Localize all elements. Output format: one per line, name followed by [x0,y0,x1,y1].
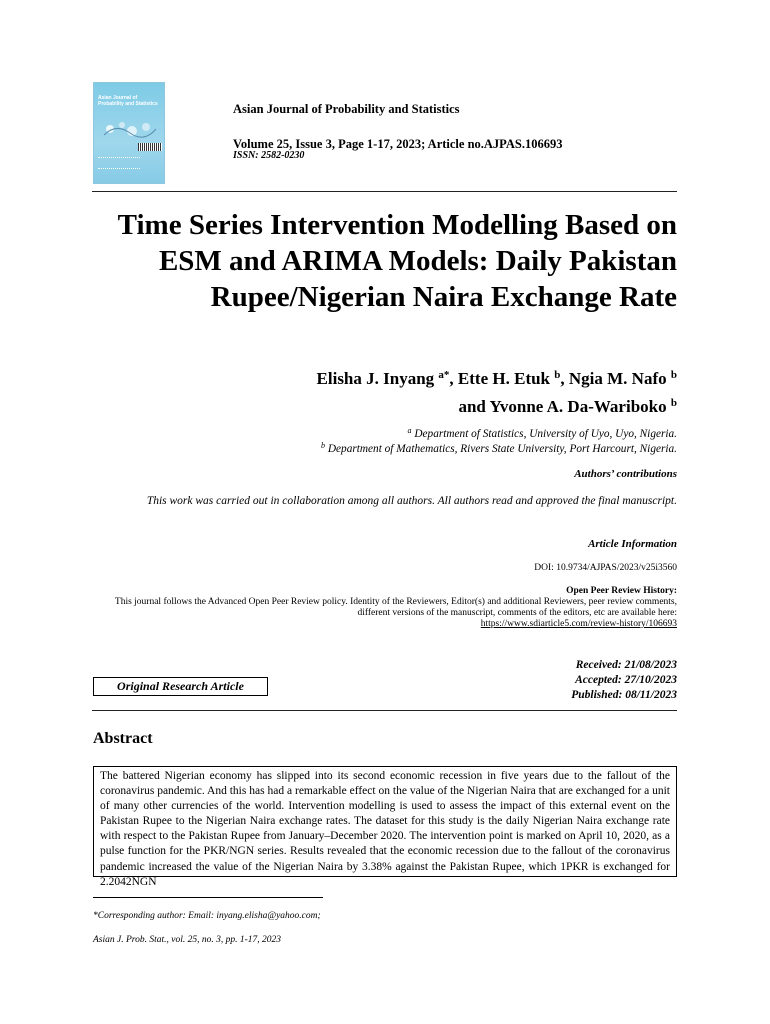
publication-dates [440,658,677,703]
author-name: Ette H. Etuk [457,369,551,388]
article-info-heading: Article Information [588,538,677,550]
affiliation-mark: b [321,441,326,450]
author-name: Ngia M. Nafo [568,369,667,388]
journal-name: Asian Journal of Probability and Statistics [233,102,460,116]
corresponding-author: *Corresponding author: Email: inyang.elisha@yahoo.com; [93,911,321,921]
issn: ISSN: 2582-0230 [233,150,305,161]
affiliation-mark: a [407,426,412,435]
author-superscript: b [554,369,561,381]
section-divider [92,710,677,711]
accepted-date: Accepted: 27/10/2023 [575,674,677,686]
article-type-badge: Original Research Article [93,677,268,696]
received-date: Received: 21/08/2023 [575,659,677,671]
abstract-box [93,766,677,888]
citation: Asian J. Prob. Stat., vol. 25, no. 3, pp. 1-17, 2023 [93,935,282,945]
barcode-icon [138,143,162,151]
contributions-heading: Authors’ contributions [574,468,677,480]
author-name: and Yvonne A. Da-Wariboko [458,397,667,416]
paper-title: Time Series Intervention Modelling Based on ESM and ARIMA Models: Daily Pakistan Rupee/Nigerian Naira Exchange Rate [117,209,677,313]
peer-review-link[interactable]: https://www.sdiarticle5.com/review-history/106693 [480,619,677,629]
peer-review-text: This journal follows the Advanced Open Peer Review policy. Identity of the Reviewers, Editor(s) and additional Reviewers, peer review comments, different versions of the manuscript, comments of the editors, etc are available here: [114,597,677,618]
abstract-heading: Abstract [93,730,153,747]
contributions-text: This work was carried out in collaboration among all authors. All authors read and approved the final manuscript. [146,495,677,507]
author-name: Elisha J. Inyang [316,369,435,388]
cover-graphic-icon [102,119,158,139]
doi: DOI: 10.9734/AJPAS/2023/v25i3560 [534,563,677,573]
journal-cover-thumbnail [93,82,165,184]
published-date: Published: 08/11/2023 [571,689,677,701]
affiliation [180,441,677,455]
affiliation-text: Department of Statistics, University of Uyo, Uyo, Nigeria. [414,428,677,440]
volume-line: Volume 25, Issue 3, Page 1-17, 2023; Article no.AJPAS.106693 [233,137,563,151]
header-divider [92,191,677,192]
footnote-divider [93,897,323,898]
author-superscript: b [670,397,677,409]
author-superscript: a* [438,369,450,381]
affiliation-text: Department of Mathematics, Rivers State University, Port Harcourt, Nigeria. [327,443,677,455]
cover-title: Asian Journal of Probability and Statistics [98,95,158,107]
abstract-text: The battered Nigerian economy has slipped into its second economic recession in five years due to the fallout of the coronavirus pandemic. And this has had a remarkable effect on the value of the Nigerian Naira that are exchanged for a unit of many other currencies of the world. Intervention modelling is used to assess the impact of this external event on the Pakistan Rupee to the Nigerian Naira exchange rates. The dataset for this study is the daily Nigerian Naira exchange rate with respect to the Pakistan Rupee from January–December 2020. The intervention point is marked on April 10, 2020, as a pulse function for the PKR/NGN series. Results revealed that the economic recession due to the fallout of the coronavirus pandemic increased the value of the Nigerian Naira by 3.38% against the Pakistan Rupee, which 1PKR is exchanged for 2.2042NGN [100,770,670,888]
cover-decoration [98,157,140,169]
author-superscript: b [670,369,677,381]
author-list: Elisha J. Inyang $^{a*}$, Ette H. Etuk $^b$, Ngia M. Nafo $^b$ and Yvonne A. Da-Wariboko $^b$ [316,369,677,416]
peer-review-heading: Open Peer Review History: [566,586,677,596]
affiliation [180,426,677,440]
